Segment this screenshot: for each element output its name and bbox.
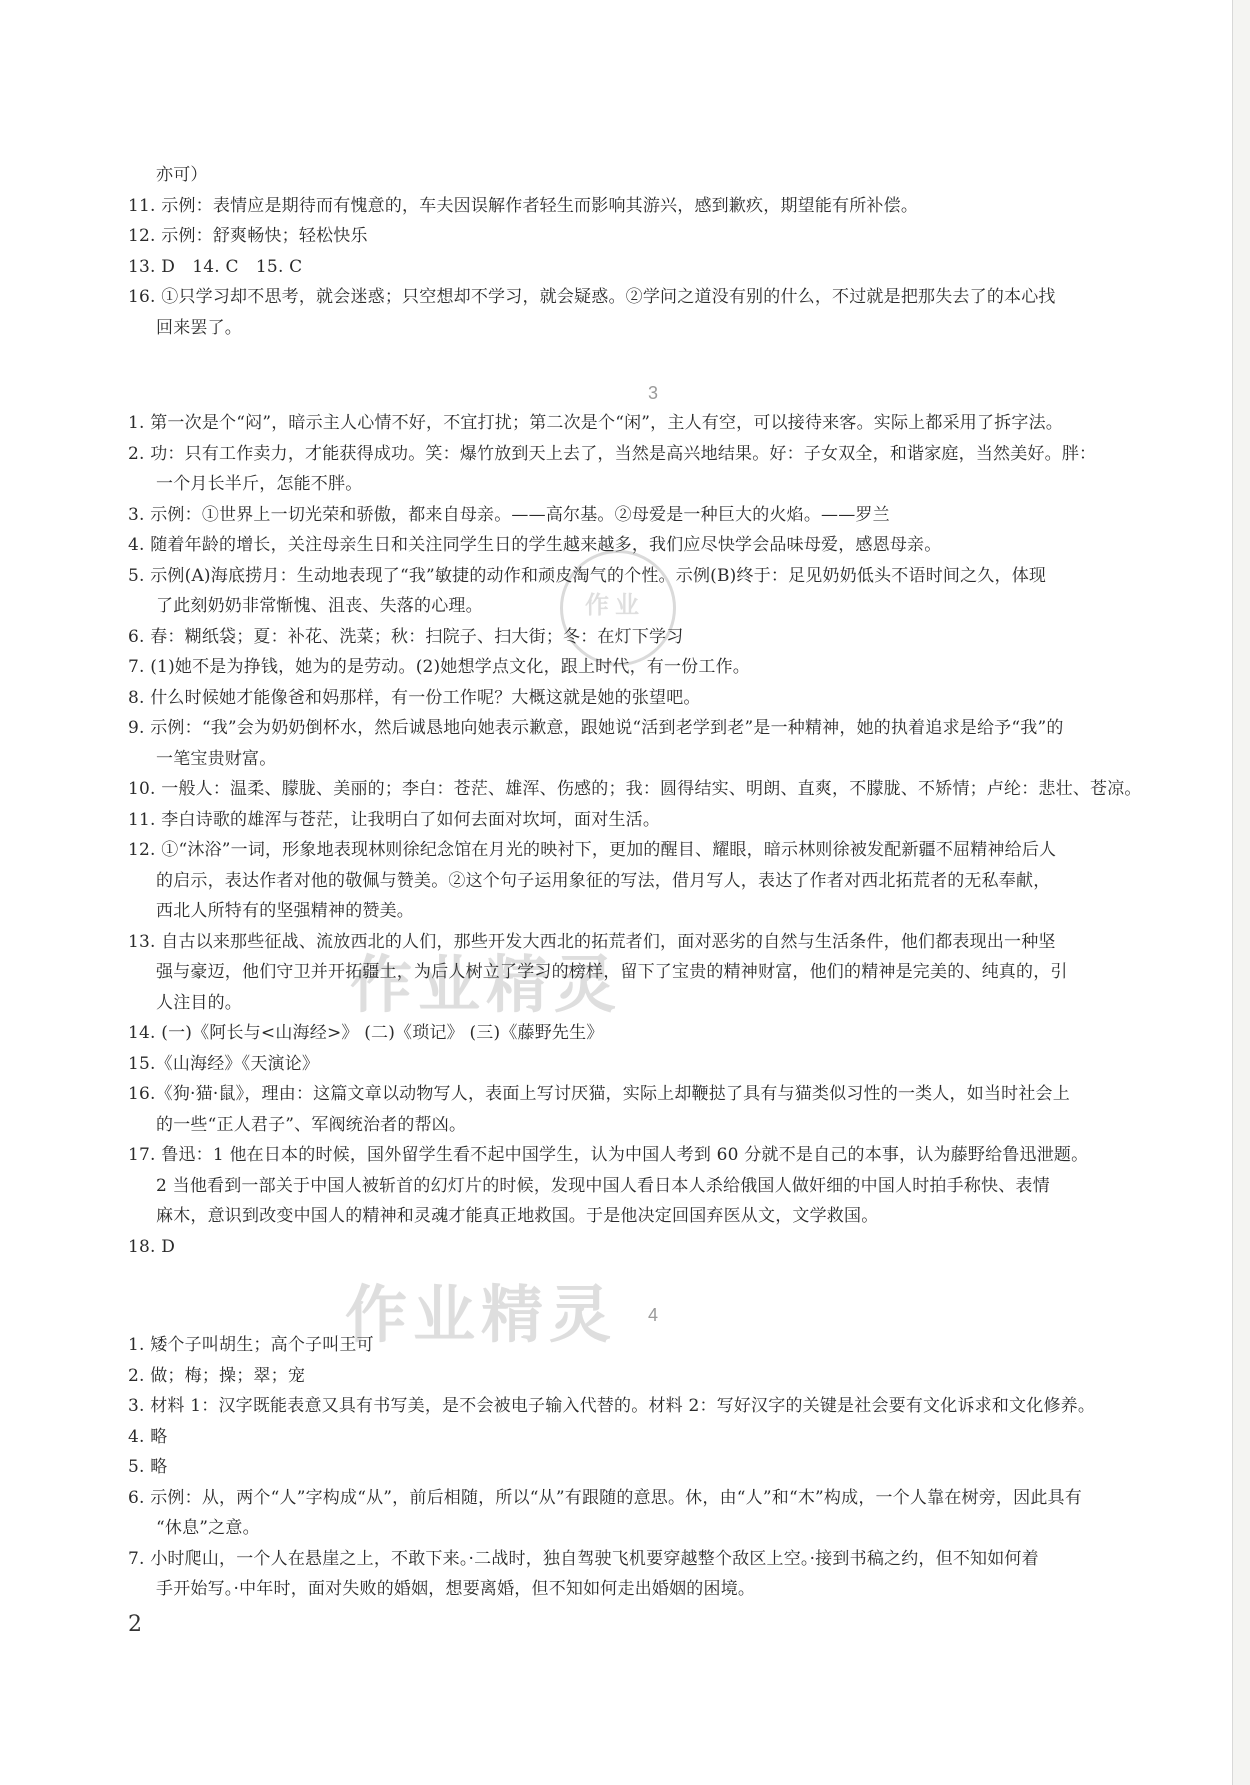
answer-line: 6. 春：糊纸袋；夏：补花、洗菜；秋：扫院子、扫大街；冬：在灯下学习	[128, 626, 684, 647]
answer-line: 的启示，表达作者对他的敬佩与赞美。②这个句子运用象征的写法，借月写人，表达了作者对西北拓荒者的无私奉献，	[156, 870, 1051, 891]
answer-line: 麻木，意识到改变中国人的精神和灵魂才能真正地救国。于是他决定回国弃医从文，文学救国。	[156, 1206, 879, 1226]
watermark-small: 作业	[585, 591, 645, 619]
answer-line: 5. 示例(A)海底捞月：生动地表现了“我”敏捷的动作和顽皮淘气的个性。示例(B)终于：足见奶奶低头不语时间之久，体现	[128, 565, 1047, 586]
answer-line: 1. 矮个子叫胡生；高个子叫王可	[128, 1335, 374, 1355]
answer-line: 4. 略	[128, 1426, 168, 1447]
answer-line: 亦可）	[156, 165, 208, 185]
answer-line: 的一些“正人君子”、军阀统治者的帮凶。	[156, 1114, 467, 1135]
page-number: 2	[128, 1612, 142, 1637]
answer-line: 2. 功：只有工作卖力，才能获得成功。笑：爆竹放到天上去了，当然是高兴地结果。好：子女双全，和谐家庭，当然美好。胖：	[128, 443, 1097, 464]
answer-line: 西北人所特有的坚强精神的赞美。	[156, 901, 414, 921]
answer-line: 人注目的。	[156, 992, 242, 1013]
answer-line: 12. 示例：舒爽畅快；轻松快乐	[128, 226, 368, 246]
section-number-4: 4	[647, 1305, 658, 1325]
answer-line: “休息”之意。	[156, 1518, 260, 1538]
watermark-large-1: 作业精灵	[350, 948, 623, 1021]
answer-line: 13. 自古以来那些征战、流放西北的人们，那些开发大西北的拓荒者们，面对恶劣的自然与生活条件，他们都表现出一种坚	[128, 931, 1056, 952]
answer-line: 16.《狗·猫·鼠》，理由：这篇文章以动物写人，表面上写讨厌猫，实际上却鞭挞了具有与猫类似习性的一类人，如当时社会上	[128, 1084, 1070, 1104]
answer-line: 18. D	[128, 1236, 176, 1257]
answer-block-1	[128, 160, 1188, 343]
answer-block-2	[128, 408, 1188, 1262]
answer-line: 11. 李白诗歌的雄浑与苍茫，让我明白了如何去面对坎坷，面对生活。	[128, 809, 661, 830]
answer-line: 强与豪迈，他们守卫并开拓疆土，为后人树立了学习的榜样，留下了宝贵的精神财富，他们的精神是完美的、纯真的，引	[156, 962, 1068, 982]
answer-line: 16. ①只学习却不思考，就会迷惑；只空想却不学习，就会疑惑。②学问之道没有别的什么，不过就是把那失去了的本心找	[128, 287, 1056, 307]
answer-line: 5. 略	[128, 1457, 168, 1477]
answer-line: 7. 小时爬山，一个人在悬崖之上，不敢下来。·二战时，独自驾驶飞机要穿越整个敌区上空。·接到书稿之约，但不知如何着	[128, 1548, 1039, 1569]
answer-line: 11. 示例：表情应是期待而有愧意的，车夫因误解作者轻生而影响其游兴，感到歉疚，期望能有所补偿。	[128, 195, 919, 216]
answer-block-3	[128, 1330, 1188, 1605]
answer-line: 7. (1)她不是为挣钱，她为的是劳动。(2)她想学点文化，跟上时代，有一份工作。	[128, 657, 750, 677]
answer-line: 3. 示例：①世界上一切光荣和骄傲，都来自母亲。——高尔基。②母爱是一种巨大的火焰。——罗兰	[128, 504, 890, 525]
answer-line: 2 当他看到一部关于中国人被斩首的幻灯片的时候，发现中国人看日本人杀给俄国人做奸细的中国人时拍手称快、表情	[156, 1175, 1050, 1196]
answer-line: 10. 一般人：温柔、朦胧、美丽的；李白：苍茫、雄浑、伤感的；我：圆得结实、明朗、直爽，不朦胧、不矫情；卢纶：悲壮、苍凉。	[128, 779, 1142, 799]
answer-line: 12. ①“沐浴”一词，形象地表现林则徐纪念馆在月光的映衬下，更加的醒目、耀眼，暗示林则徐被发配新疆不屈精神给后人	[128, 840, 1057, 860]
answer-line: 17. 鲁迅：1 他在日本的时候，国外留学生看不起中国学生，认为中国人考到 60 分就不是自己的本事，认为藤野给鲁迅泄题。	[128, 1145, 1089, 1165]
answer-line: 了此刻奶奶非常惭愧、沮丧、失落的心理。	[156, 596, 483, 616]
answer-line: 9. 示例：“我”会为奶奶倒杯水，然后诚恳地向她表示歉意，跟她说“活到老学到老”是一种精神，她的执着追求是给予“我”的	[128, 718, 1064, 738]
watermark-large-2: 作业精灵	[345, 1278, 618, 1351]
answer-line: 8. 什么时候她才能像爸和妈那样，有一份工作呢？大概这就是她的张望吧。	[128, 687, 701, 708]
answer-line: 6. 示例：从，两个“人”字构成“从”，前后相随，所以“从”有跟随的意思。休，由“人”和“木”构成，一个人靠在树旁，因此具有	[128, 1487, 1082, 1508]
answer-line: 15.《山海经》《天演论》	[128, 1053, 320, 1074]
answer-line: 一笔宝贵财富。	[156, 748, 277, 769]
answer-line: 一个月长半斤，怎能不胖。	[156, 474, 363, 494]
section-number-3: 3	[647, 383, 658, 403]
answer-line: 回来罢了。	[156, 317, 242, 338]
answer-line: 3. 材料 1：汉字既能表意又具有书写美，是不会被电子输入代替的。材料 2：写好汉字的关键是社会要有文化诉求和文化修养。	[128, 1396, 1096, 1416]
answer-line: 13. D 14. C 15. C	[128, 256, 303, 277]
answer-line: 手开始写。·中年时，面对失败的婚姻，想要离婚，但不知如何走出婚姻的困境。	[156, 1579, 756, 1599]
answer-line: 1. 第一次是个“闷”，暗示主人心情不好，不宜打扰；第二次是个“闲”，主人有空，可以接待来客。实际上都采用了拆字法。	[128, 413, 1063, 433]
answer-line: 2. 做；梅；操；翠；宠	[128, 1365, 306, 1386]
answer-line: 14. (一)《阿长与<山海经>》 (二)《琐记》 (三)《藤野先生》	[128, 1023, 604, 1043]
answer-line: 4. 随着年龄的增长，关注母亲生日和关注同学生日的学生越来越多，我们应尽快学会品味母爱，感恩母亲。	[128, 535, 942, 555]
